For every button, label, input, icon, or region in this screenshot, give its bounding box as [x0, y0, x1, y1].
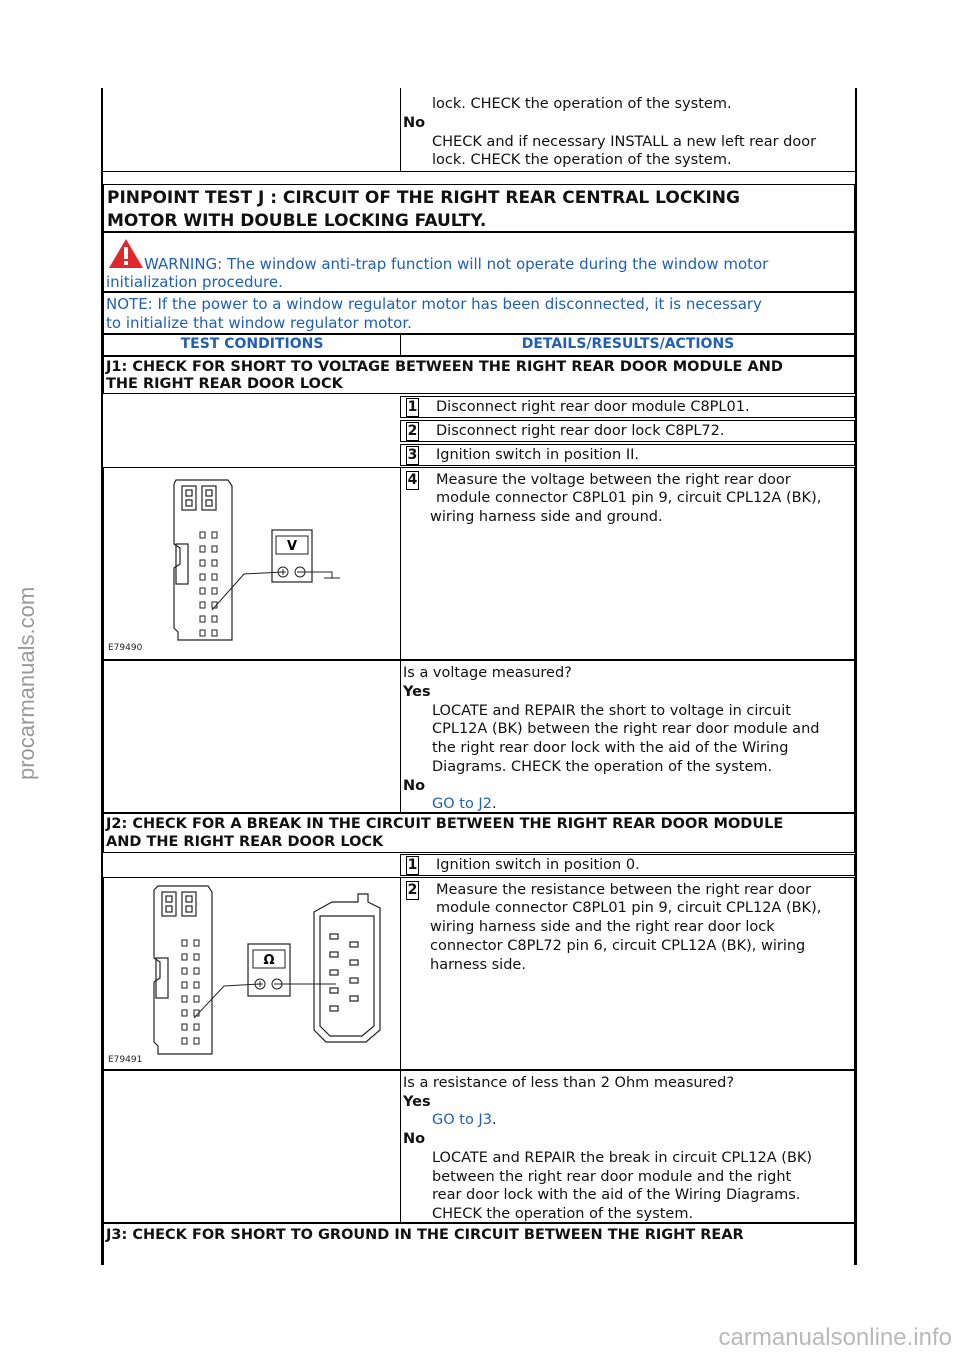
j1-go-to-j2-link[interactable]: GO to J2 [432, 796, 492, 812]
j2-step2-line3: wiring harness side and the right rear door lock [430, 919, 775, 935]
j1-step4-number: 4 [407, 472, 418, 488]
top-no-line1: CHECK and if necessary INSTALL a new left rear door [432, 134, 817, 150]
j2-no-line4: CHECK the operation of the system. [432, 1206, 694, 1222]
j1-connector-diagram [104, 468, 400, 658]
j2-no-line3: rear door lock with the aid of the Wiring Diagrams. [432, 1187, 801, 1203]
j1-result-left-cell [103, 660, 401, 813]
j1-yes-label: Yes [403, 684, 431, 700]
j1-step3-number: 3 [407, 447, 418, 463]
j1-step4-line2: module connector C8PL01 pin 9, circuit CPL12A (BK), [436, 490, 822, 506]
j1-yes-line1: LOCATE and REPAIR the short to voltage in circuit [432, 703, 791, 719]
top-block-divider [400, 88, 401, 172]
j1-heading-line2: THE RIGHT REAR DOOR LOCK [106, 376, 343, 392]
col-details: DETAILS/RESULTS/ACTIONS [521, 336, 735, 352]
j1-meter-label: V [286, 539, 298, 554]
j2-step2-line5: harness side. [430, 957, 526, 973]
j1-step2-text: Disconnect right rear door lock C8PL72. [436, 423, 725, 439]
j2-question: Is a resistance of less than 2 Ohm measured? [403, 1075, 735, 1091]
j2-connector-diagram [104, 878, 400, 1068]
j1-no-period: . [491, 796, 497, 812]
j2-heading-line2: AND THE RIGHT REAR DOOR LOCK [106, 834, 384, 850]
j1-heading-line1: J1: CHECK FOR SHORT TO VOLTAGE BETWEEN THE RIGHT REAR DOOR MODULE AND [106, 359, 783, 375]
j2-no-line2: between the right rear door module and the right [432, 1169, 792, 1185]
test-title-line1: PINPOINT TEST J : CIRCUIT OF THE RIGHT REAR CENTRAL LOCKING [107, 188, 740, 208]
top-no-label: No [403, 115, 426, 131]
j2-step2-number: 2 [407, 882, 418, 898]
j2-go-to-j3-link[interactable]: GO to J3 [432, 1112, 492, 1128]
j2-no-label: No [403, 1131, 426, 1147]
j2-meter-label: Ω [263, 953, 275, 968]
j1-step1-number: 1 [407, 399, 418, 415]
note-line2: to initialize that window regulator motor. [106, 314, 412, 332]
j2-figure-id: E79491 [108, 1055, 143, 1065]
warning-line1: WARNING: The window anti-trap function will not operate during the window motor [144, 255, 769, 273]
top-block-line1: lock. CHECK the operation of the system. [432, 96, 732, 112]
j2-step2-line4: connector C8PL72 pin 6, circuit CPL12A (BK), wiring [430, 938, 806, 954]
j1-step2-number: 2 [407, 423, 418, 439]
j2-step1-number: 1 [407, 857, 418, 873]
j2-result-left-cell [103, 1070, 401, 1223]
j3-heading-line1: J3: CHECK FOR SHORT TO GROUND IN THE CIRCUIT BETWEEN THE RIGHT REAR [106, 1227, 744, 1243]
side-watermark: procarmanuals.com [14, 586, 39, 780]
j2-step1-text: Ignition switch in position 0. [436, 857, 640, 873]
j1-yes-line3: the right rear door lock with the aid of the Wiring [432, 740, 789, 756]
j2-no-line1: LOCATE and REPAIR the break in circuit CPL12A (BK) [432, 1150, 813, 1166]
bottom-watermark: carmanualsonline.info [718, 1324, 952, 1351]
j2-yes-period: . [491, 1112, 497, 1128]
j2-yes-label: Yes [403, 1094, 431, 1110]
j1-figure-id: E79490 [108, 643, 143, 653]
j1-yes-line4: Diagrams. CHECK the operation of the system. [432, 759, 773, 775]
top-no-line2: lock. CHECK the operation of the system. [432, 152, 732, 168]
test-title-line2: MOTOR WITH DOUBLE LOCKING FAULTY. [107, 211, 487, 231]
frame-right-line [855, 88, 857, 1265]
j1-question: Is a voltage measured? [403, 665, 572, 681]
j2-step2-line1: Measure the resistance between the right rear door [436, 882, 811, 898]
j2-step2-line2: module connector C8PL01 pin 9, circuit CPL12A (BK), [436, 900, 822, 916]
col-test-conditions: TEST CONDITIONS [180, 336, 324, 352]
warning-icon [108, 237, 144, 269]
warning-line2: initialization procedure. [106, 273, 283, 291]
j1-yes-line2: CPL12A (BK) between the right rear door module and [432, 721, 820, 737]
j1-step3-text: Ignition switch in position II. [436, 447, 640, 463]
j1-step1-text: Disconnect right rear door module C8PL01. [436, 399, 750, 415]
j1-step4-line1: Measure the voltage between the right rear door [436, 472, 791, 488]
j1-no-label: No [403, 778, 426, 794]
j1-step4-line3: wiring harness side and ground. [430, 509, 663, 525]
note-line1: NOTE: If the power to a window regulator motor has been disconnected, it is necessary [106, 295, 762, 313]
j2-heading-line1: J2: CHECK FOR A BREAK IN THE CIRCUIT BETWEEN THE RIGHT REAR DOOR MODULE [106, 816, 784, 832]
